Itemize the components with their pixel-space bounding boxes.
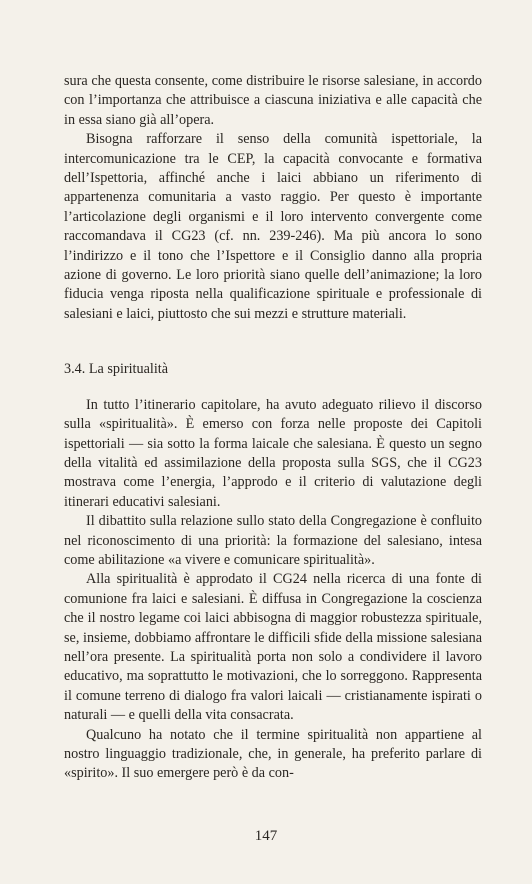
paragraph: Bisogna rafforzare il senso della comunità ispettoriale, la intercomunicazione tra le CEP, la capacità convocante e formativa dell’Ispettoria, affinché anche i laici abbiano un riferimento di appartenenza comunitaria a vasto raggio. Per questo è importante l’articolazione degli organismi e il loro intervento convergente come raccomandava il CG23 (cf. nn. 239-246). Ma più ancora lo sono l’indirizzo e il tono che l’Ispettore e il Consiglio danno alla propria azione di governo. Le loro priorità siano quelle dell’animazione; la loro fiducia venga riposta nella qualificazione spirituale e professionale di salesiani e laici, piuttosto che sui mezzi e strutture materiali. — [64, 131, 482, 322]
paragraph: Qualcuno ha notato che il termine spiritualità non appartiene al nostro linguaggio tradizionale, che, in generale, ha preferito parlare di «spirito». Il suo emergere però è da con- — [64, 726, 482, 782]
paragraph: Alla spiritualità è approdato il CG24 nella ricerca di una fonte di comunione fra laici e salesiani. È diffusa in Congregazione la coscienza che il nostro legame coi laici abbisogna di maggior robustezza spirituale, se, insieme, dobbiamo affrontare le difficili sfide della missione salesiana nell’ora presente. La spiritualità porta non solo a condividere il lavoro educativo, ma soprattutto le motivazioni, che lo sorreggono. Rappresenta il comune terreno di dialogo fra valori laicali — cristianamente ispirati o naturali — e quelli della vita consacrata. — [64, 571, 482, 724]
section-heading: 3.4. La spiritualità — [64, 361, 169, 378]
paragraph: Il dibattito sulla relazione sullo stato della Congregazione è confluito nel riconoscimento di una priorità: la formazione del salesiano, intesa come abilitazione «a vivere e comunicare spiritualità». — [64, 513, 482, 568]
paragraph: In tutto l’itinerario capitolare, ha avuto adeguato rilievo il discorso sulla «spiritualità». È emerso con forza nelle proposte dei Capitoli ispettoriali — sia sotto la forma laicale che salesiana. È questo un segno della vitalità ed assimilazione della proposta sulla SGS, che il CG23 mostrava come l’energia, l’approdo e il criterio di valutazione degli itinerari educativi salesiani. — [64, 396, 482, 510]
paragraph: sura che questa consente, come distribuire le risorse salesiane, in accordo con l’importanza che attribuisce a ciascuna iniziativa e alle capacità che in essa siano già all’opera. — [64, 73, 482, 128]
body-text — [64, 72, 482, 784]
page-number: 147 — [254, 828, 278, 844]
